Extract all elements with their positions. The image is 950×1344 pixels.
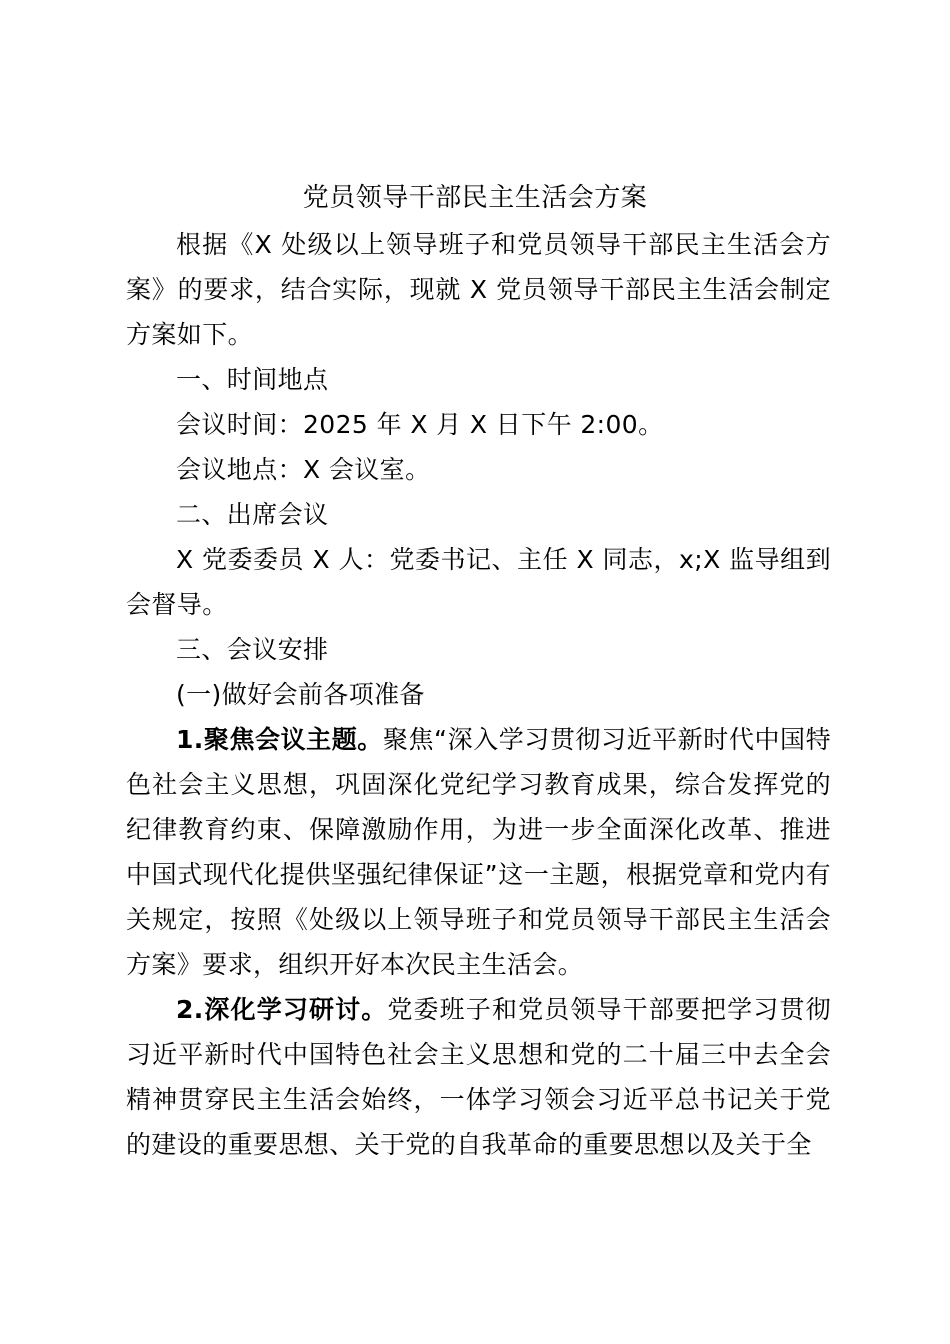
meeting-time-paragraph: 会议时间：2025 年 X 月 X 日下午 2:00。 <box>176 410 664 439</box>
document-body <box>126 222 831 1167</box>
intro-paragraph: 根据《X 处级以上领导班子和党员领导干部民主生活会方案》的要求，结合实际，现就 X 党员领导干部民主生活会制定方案如下。 <box>126 230 831 349</box>
item-2-text: 党委班子和党员领导干部要把学习贯彻习近平新时代中国特色社会主义思想和党的二十届三中去全会精神贯穿民主生活会始终，一体学习领会习近平总书记关于党的建设的重要思想、关于党的自我革命的重要思想以及关于全 <box>126 995 831 1159</box>
item-2-paragraph <box>126 987 831 1167</box>
attendees-paragraph: X 党委委员 X 人：党委书记、主任 X 同志，x;X 监导组到会督导。 <box>126 545 831 619</box>
section-heading-arrangement: 三、会议安排 <box>176 635 329 664</box>
meeting-place-paragraph: 会议地点：X 会议室。 <box>176 455 431 484</box>
section-heading-time-place: 一、时间地点 <box>176 365 329 394</box>
item-2-lead: 2.深化学习研讨。 <box>176 995 388 1024</box>
item-1-paragraph <box>126 717 831 987</box>
section-heading-attendance: 二、出席会议 <box>176 500 329 529</box>
item-1-lead: 1.聚焦会议主题。 <box>176 725 383 754</box>
item-1-text: 聚焦“深入学习贯彻习近平新时代中国特色社会主义思想，巩固深化党纪学习教育成果，综合发挥党的纪律教育约束、保障激励作用，为进一步全面深化改革、推进中国式现代化提供坚强纪律保证”这一主题，根据党章和党内有关规定，按照《处级以上领导班子和党员领导干部民主生活会方案》要求，组织开好本次民主生活会。 <box>126 725 831 979</box>
document-title: 党员领导干部民主生活会方案 <box>302 183 648 213</box>
subsection-heading-preparation: (一)做好会前各项准备 <box>176 680 425 709</box>
